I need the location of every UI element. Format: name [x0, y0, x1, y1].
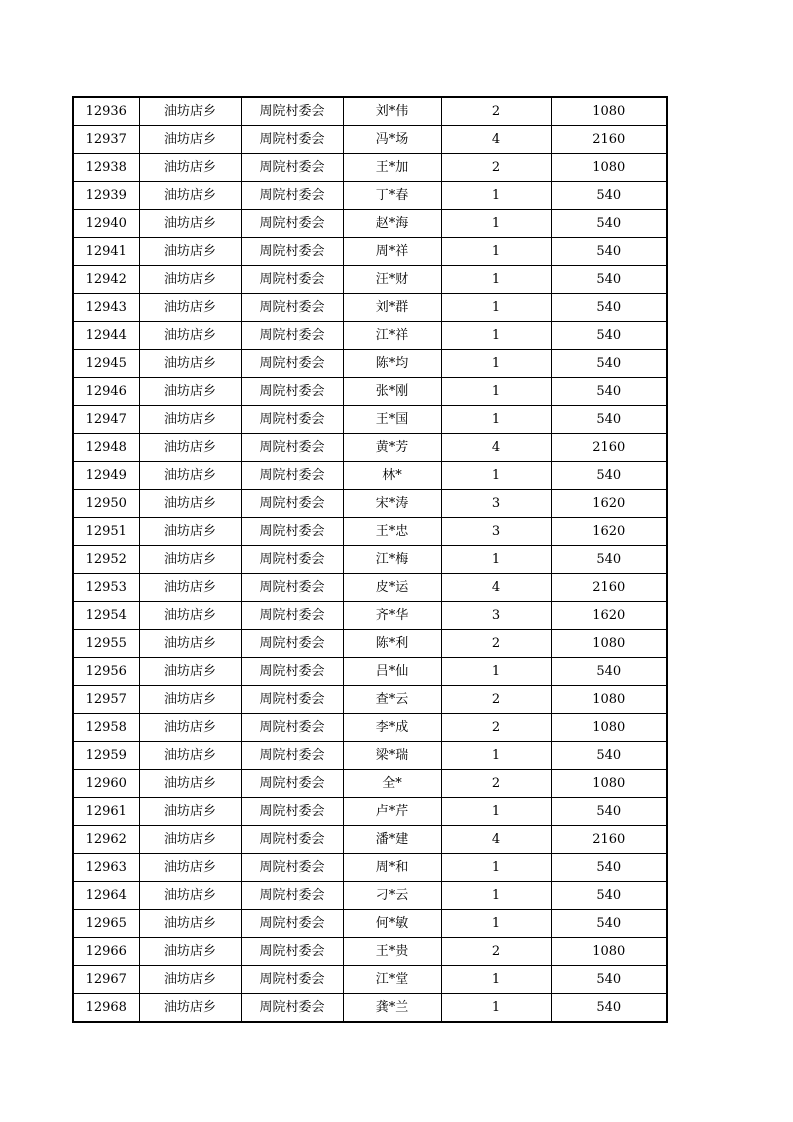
amount-cell: 540	[551, 854, 667, 882]
table-row	[73, 686, 667, 714]
row-id-cell: 12944	[73, 322, 139, 350]
name-cell: 王*加	[343, 154, 441, 182]
row-id-cell: 12941	[73, 238, 139, 266]
amount-cell: 540	[551, 910, 667, 938]
row-id-cell: 12937	[73, 126, 139, 154]
count-cell: 1	[441, 994, 551, 1023]
count-cell: 3	[441, 518, 551, 546]
township-cell: 油坊店乡	[139, 854, 241, 882]
name-cell: 黄*芳	[343, 434, 441, 462]
name-cell: 冯*场	[343, 126, 441, 154]
name-cell: 全*	[343, 770, 441, 798]
village-cell: 周院村委会	[241, 882, 343, 910]
count-cell: 1	[441, 238, 551, 266]
name-cell: 齐*华	[343, 602, 441, 630]
table-row	[73, 97, 667, 126]
table-row	[73, 714, 667, 742]
table-row	[73, 490, 667, 518]
name-cell: 刘*群	[343, 294, 441, 322]
name-cell: 梁*瑞	[343, 742, 441, 770]
count-cell: 1	[441, 182, 551, 210]
township-cell: 油坊店乡	[139, 322, 241, 350]
table-row	[73, 266, 667, 294]
name-cell: 林*	[343, 462, 441, 490]
amount-cell: 1080	[551, 97, 667, 126]
row-id-cell: 12938	[73, 154, 139, 182]
row-id-cell: 12945	[73, 350, 139, 378]
name-cell: 陈*利	[343, 630, 441, 658]
amount-cell: 1080	[551, 938, 667, 966]
village-cell: 周院村委会	[241, 322, 343, 350]
amount-cell: 540	[551, 994, 667, 1023]
township-cell: 油坊店乡	[139, 770, 241, 798]
village-cell: 周院村委会	[241, 798, 343, 826]
township-cell: 油坊店乡	[139, 126, 241, 154]
count-cell: 1	[441, 910, 551, 938]
amount-cell: 1620	[551, 602, 667, 630]
row-id-cell: 12964	[73, 882, 139, 910]
row-id-cell: 12954	[73, 602, 139, 630]
name-cell: 刘*伟	[343, 97, 441, 126]
table-row	[73, 966, 667, 994]
amount-cell: 540	[551, 658, 667, 686]
table-row	[73, 826, 667, 854]
amount-cell: 540	[551, 966, 667, 994]
count-cell: 1	[441, 294, 551, 322]
count-cell: 1	[441, 546, 551, 574]
village-cell: 周院村委会	[241, 686, 343, 714]
name-cell: 张*刚	[343, 378, 441, 406]
name-cell: 王*贵	[343, 938, 441, 966]
township-cell: 油坊店乡	[139, 658, 241, 686]
amount-cell: 1080	[551, 630, 667, 658]
township-cell: 油坊店乡	[139, 406, 241, 434]
village-cell: 周院村委会	[241, 630, 343, 658]
table-row	[73, 658, 667, 686]
name-cell: 皮*运	[343, 574, 441, 602]
village-cell: 周院村委会	[241, 434, 343, 462]
table-row	[73, 546, 667, 574]
table-row	[73, 798, 667, 826]
township-cell: 油坊店乡	[139, 266, 241, 294]
table-row	[73, 322, 667, 350]
township-cell: 油坊店乡	[139, 378, 241, 406]
count-cell: 1	[441, 798, 551, 826]
township-cell: 油坊店乡	[139, 910, 241, 938]
township-cell: 油坊店乡	[139, 882, 241, 910]
row-id-cell: 12962	[73, 826, 139, 854]
table-row	[73, 294, 667, 322]
township-cell: 油坊店乡	[139, 966, 241, 994]
township-cell: 油坊店乡	[139, 490, 241, 518]
table-row	[73, 126, 667, 154]
township-cell: 油坊店乡	[139, 742, 241, 770]
count-cell: 1	[441, 322, 551, 350]
amount-cell: 2160	[551, 126, 667, 154]
table-row	[73, 378, 667, 406]
village-cell: 周院村委会	[241, 826, 343, 854]
row-id-cell: 12936	[73, 97, 139, 126]
count-cell: 1	[441, 350, 551, 378]
name-cell: 周*和	[343, 854, 441, 882]
village-cell: 周院村委会	[241, 378, 343, 406]
amount-cell: 1080	[551, 154, 667, 182]
name-cell: 李*成	[343, 714, 441, 742]
village-cell: 周院村委会	[241, 770, 343, 798]
name-cell: 潘*建	[343, 826, 441, 854]
count-cell: 4	[441, 826, 551, 854]
row-id-cell: 12949	[73, 462, 139, 490]
name-cell: 宋*涛	[343, 490, 441, 518]
village-cell: 周院村委会	[241, 350, 343, 378]
village-cell: 周院村委会	[241, 910, 343, 938]
amount-cell: 1080	[551, 714, 667, 742]
row-id-cell: 12967	[73, 966, 139, 994]
name-cell: 查*云	[343, 686, 441, 714]
table-row	[73, 630, 667, 658]
township-cell: 油坊店乡	[139, 714, 241, 742]
count-cell: 4	[441, 574, 551, 602]
name-cell: 丁*春	[343, 182, 441, 210]
count-cell: 2	[441, 938, 551, 966]
township-cell: 油坊店乡	[139, 97, 241, 126]
village-cell: 周院村委会	[241, 154, 343, 182]
count-cell: 3	[441, 490, 551, 518]
row-id-cell: 12952	[73, 546, 139, 574]
count-cell: 1	[441, 742, 551, 770]
amount-cell: 540	[551, 742, 667, 770]
amount-cell: 540	[551, 350, 667, 378]
amount-cell: 1080	[551, 770, 667, 798]
village-cell: 周院村委会	[241, 658, 343, 686]
name-cell: 周*祥	[343, 238, 441, 266]
name-cell: 卢*芹	[343, 798, 441, 826]
row-id-cell: 12948	[73, 434, 139, 462]
row-id-cell: 12966	[73, 938, 139, 966]
count-cell: 1	[441, 966, 551, 994]
township-cell: 油坊店乡	[139, 350, 241, 378]
amount-cell: 540	[551, 210, 667, 238]
name-cell: 龚*兰	[343, 994, 441, 1023]
amount-cell: 2160	[551, 826, 667, 854]
row-id-cell: 12958	[73, 714, 139, 742]
count-cell: 2	[441, 686, 551, 714]
amount-cell: 1620	[551, 518, 667, 546]
table-row	[73, 462, 667, 490]
name-cell: 江*堂	[343, 966, 441, 994]
village-cell: 周院村委会	[241, 406, 343, 434]
count-cell: 1	[441, 210, 551, 238]
table-row	[73, 518, 667, 546]
row-id-cell: 12968	[73, 994, 139, 1023]
amount-cell: 540	[551, 182, 667, 210]
name-cell: 汪*财	[343, 266, 441, 294]
amount-cell: 540	[551, 882, 667, 910]
count-cell: 2	[441, 154, 551, 182]
amount-cell: 540	[551, 462, 667, 490]
table-row	[73, 154, 667, 182]
name-cell: 王*忠	[343, 518, 441, 546]
township-cell: 油坊店乡	[139, 826, 241, 854]
row-id-cell: 12955	[73, 630, 139, 658]
amount-cell: 540	[551, 238, 667, 266]
township-cell: 油坊店乡	[139, 798, 241, 826]
row-id-cell: 12959	[73, 742, 139, 770]
village-cell: 周院村委会	[241, 574, 343, 602]
township-cell: 油坊店乡	[139, 994, 241, 1023]
row-id-cell: 12943	[73, 294, 139, 322]
table-row	[73, 434, 667, 462]
name-cell: 江*祥	[343, 322, 441, 350]
village-cell: 周院村委会	[241, 854, 343, 882]
row-id-cell: 12947	[73, 406, 139, 434]
village-cell: 周院村委会	[241, 938, 343, 966]
count-cell: 1	[441, 378, 551, 406]
count-cell: 4	[441, 434, 551, 462]
amount-cell: 540	[551, 546, 667, 574]
amount-cell: 1620	[551, 490, 667, 518]
name-cell: 何*敏	[343, 910, 441, 938]
row-id-cell: 12961	[73, 798, 139, 826]
village-cell: 周院村委会	[241, 966, 343, 994]
table-row	[73, 602, 667, 630]
village-cell: 周院村委会	[241, 742, 343, 770]
row-id-cell: 12942	[73, 266, 139, 294]
township-cell: 油坊店乡	[139, 154, 241, 182]
township-cell: 油坊店乡	[139, 182, 241, 210]
row-id-cell: 12960	[73, 770, 139, 798]
table-row	[73, 882, 667, 910]
count-cell: 1	[441, 406, 551, 434]
name-cell: 赵*海	[343, 210, 441, 238]
table-row	[73, 182, 667, 210]
count-cell: 1	[441, 462, 551, 490]
village-cell: 周院村委会	[241, 266, 343, 294]
village-cell: 周院村委会	[241, 97, 343, 126]
township-cell: 油坊店乡	[139, 630, 241, 658]
amount-cell: 540	[551, 322, 667, 350]
row-id-cell: 12939	[73, 182, 139, 210]
village-cell: 周院村委会	[241, 462, 343, 490]
count-cell: 1	[441, 658, 551, 686]
count-cell: 3	[441, 602, 551, 630]
count-cell: 2	[441, 630, 551, 658]
table-body	[73, 97, 667, 1022]
row-id-cell: 12957	[73, 686, 139, 714]
row-id-cell: 12951	[73, 518, 139, 546]
township-cell: 油坊店乡	[139, 574, 241, 602]
name-cell: 吕*仙	[343, 658, 441, 686]
count-cell: 1	[441, 266, 551, 294]
amount-cell: 540	[551, 798, 667, 826]
amount-cell: 1080	[551, 686, 667, 714]
table-row	[73, 210, 667, 238]
amount-cell: 540	[551, 378, 667, 406]
township-cell: 油坊店乡	[139, 686, 241, 714]
table-row	[73, 854, 667, 882]
township-cell: 油坊店乡	[139, 602, 241, 630]
township-cell: 油坊店乡	[139, 462, 241, 490]
name-cell: 王*国	[343, 406, 441, 434]
village-cell: 周院村委会	[241, 238, 343, 266]
row-id-cell: 12956	[73, 658, 139, 686]
row-id-cell: 12940	[73, 210, 139, 238]
amount-cell: 540	[551, 266, 667, 294]
count-cell: 1	[441, 854, 551, 882]
count-cell: 1	[441, 882, 551, 910]
township-cell: 油坊店乡	[139, 294, 241, 322]
table-row	[73, 406, 667, 434]
village-cell: 周院村委会	[241, 490, 343, 518]
village-cell: 周院村委会	[241, 126, 343, 154]
amount-cell: 540	[551, 294, 667, 322]
table-row	[73, 238, 667, 266]
village-cell: 周院村委会	[241, 210, 343, 238]
township-cell: 油坊店乡	[139, 238, 241, 266]
row-id-cell: 12950	[73, 490, 139, 518]
table-row	[73, 994, 667, 1023]
village-cell: 周院村委会	[241, 714, 343, 742]
village-cell: 周院村委会	[241, 994, 343, 1023]
village-cell: 周院村委会	[241, 602, 343, 630]
row-id-cell: 12965	[73, 910, 139, 938]
township-cell: 油坊店乡	[139, 434, 241, 462]
table-row	[73, 910, 667, 938]
table-row	[73, 770, 667, 798]
amount-cell: 540	[551, 406, 667, 434]
township-cell: 油坊店乡	[139, 546, 241, 574]
row-id-cell: 12946	[73, 378, 139, 406]
count-cell: 2	[441, 770, 551, 798]
amount-cell: 2160	[551, 574, 667, 602]
township-cell: 油坊店乡	[139, 518, 241, 546]
count-cell: 4	[441, 126, 551, 154]
township-cell: 油坊店乡	[139, 938, 241, 966]
count-cell: 2	[441, 97, 551, 126]
row-id-cell: 12963	[73, 854, 139, 882]
table-row	[73, 742, 667, 770]
count-cell: 2	[441, 714, 551, 742]
village-cell: 周院村委会	[241, 294, 343, 322]
table-row	[73, 350, 667, 378]
name-cell: 江*梅	[343, 546, 441, 574]
table-row	[73, 574, 667, 602]
table-row	[73, 938, 667, 966]
township-cell: 油坊店乡	[139, 210, 241, 238]
village-cell: 周院村委会	[241, 518, 343, 546]
row-id-cell: 12953	[73, 574, 139, 602]
data-table	[72, 96, 668, 1023]
name-cell: 刁*云	[343, 882, 441, 910]
name-cell: 陈*均	[343, 350, 441, 378]
village-cell: 周院村委会	[241, 546, 343, 574]
village-cell: 周院村委会	[241, 182, 343, 210]
amount-cell: 2160	[551, 434, 667, 462]
